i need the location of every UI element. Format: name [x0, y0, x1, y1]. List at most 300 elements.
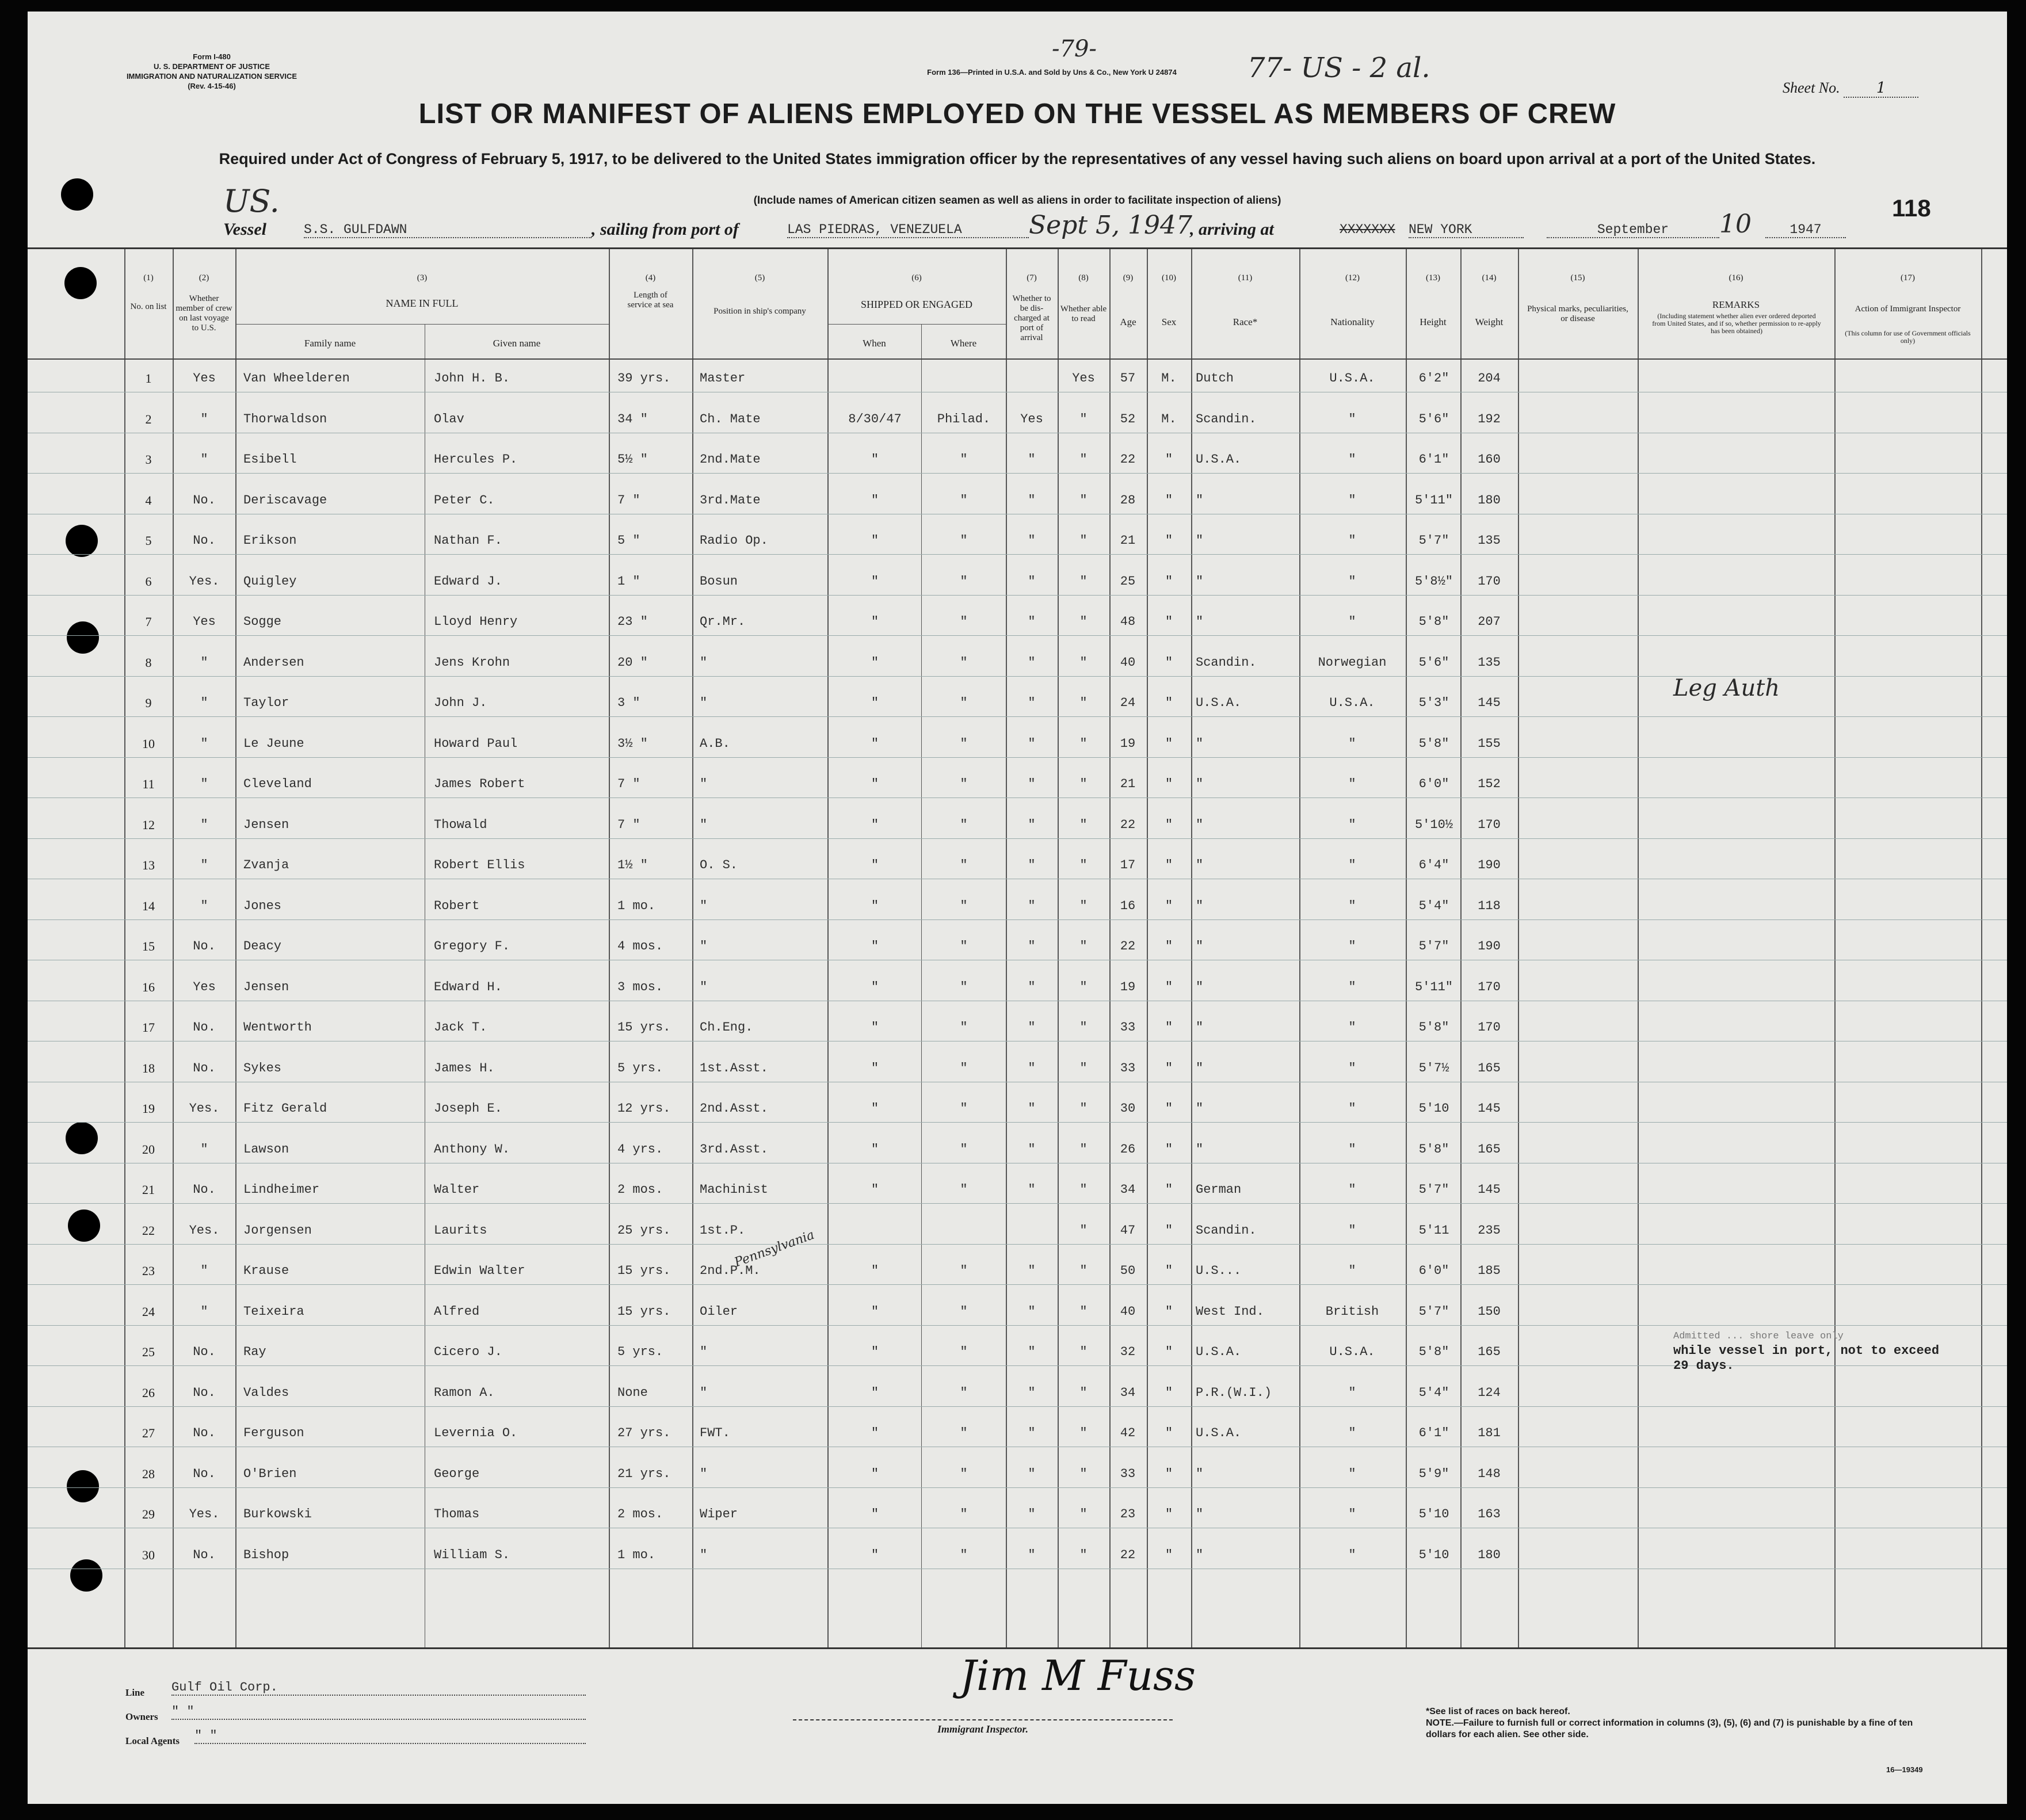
cell-row-number: 29 [142, 1507, 155, 1521]
cell-weight: 190 [1478, 939, 1501, 953]
cell-read: " [1079, 898, 1088, 913]
cell-when: " [871, 1101, 879, 1116]
cell-service: 1 mo. [617, 898, 656, 913]
cell-race: " [1196, 1142, 1204, 1157]
cell-height: 5'9" [1418, 1466, 1449, 1481]
cell-weight: 180 [1478, 1547, 1501, 1562]
cell-member: " [200, 1264, 208, 1278]
cell-age: 33 [1120, 1020, 1136, 1035]
cell-height: 5'10 [1418, 1101, 1449, 1116]
cell-race: German [1196, 1182, 1242, 1197]
cell-family-name: Jones [243, 898, 282, 913]
cell-given-name: Laurits [434, 1223, 487, 1238]
cell-height: 5'11" [1414, 979, 1453, 994]
cell-service: 5 yrs. [617, 1345, 663, 1359]
cell-service: 3½ " [617, 736, 648, 751]
cell-weight: 135 [1478, 533, 1501, 548]
cell-height: 5'7½ [1418, 1060, 1449, 1075]
cell-nationality: " [1348, 493, 1356, 508]
cell-given-name: John H. B. [434, 371, 510, 386]
cell-when: " [871, 939, 879, 953]
cell-read: " [1079, 1142, 1088, 1157]
cell-service: 5 yrs. [617, 1060, 663, 1075]
cell-given-name: Alfred [434, 1304, 480, 1319]
cell-sex: " [1165, 574, 1173, 589]
cell-age: 16 [1120, 898, 1136, 913]
cell-given-name: Robert [434, 898, 480, 913]
cell-weight: 165 [1478, 1142, 1501, 1157]
cell-when: " [871, 1060, 879, 1075]
header-family-name: Family name [304, 338, 356, 349]
cell-family-name: Jorgensen [243, 1223, 312, 1238]
cell-nationality: " [1348, 979, 1356, 994]
cell-given-name: John J. [434, 696, 487, 710]
cell-given-name: Ramon A. [434, 1385, 495, 1400]
cell-family-name: Teixeira [243, 1304, 304, 1319]
cell-read: " [1079, 1426, 1088, 1440]
cell-race: U.S... [1196, 1264, 1242, 1278]
form-number: Form I-480 [193, 52, 231, 61]
cell-discharged: " [1028, 1547, 1036, 1562]
cell-nationality: " [1348, 1142, 1356, 1157]
cell-read: " [1079, 817, 1088, 832]
header-weight: Weight [1475, 316, 1504, 327]
cell-where: Philad. [937, 411, 991, 426]
cell-sex: " [1165, 1304, 1173, 1319]
department-name: U. S. DEPARTMENT OF JUSTICE [154, 62, 270, 71]
cell-member: No. [193, 1182, 216, 1197]
arrival-month: September [1547, 222, 1719, 238]
penalty-note: NOTE.—Failure to furnish full or correct information in columns (3), (5), (6) and (7) is punishable by a fine of ten dollars for each alien. See other side. [1426, 1718, 1913, 1739]
cell-given-name: James Robert [434, 777, 525, 791]
cell-age: 21 [1120, 777, 1136, 791]
cell-when: " [871, 1345, 879, 1359]
cell-position: " [700, 777, 708, 791]
cell-family-name: Deacy [243, 939, 282, 953]
cell-where: " [960, 493, 968, 508]
cell-service: 4 mos. [617, 939, 663, 953]
cell-member: " [200, 1142, 208, 1157]
cell-given-name: Robert Ellis [434, 858, 525, 872]
cell-discharged: " [1028, 1020, 1036, 1035]
cell-when: " [871, 898, 879, 913]
cell-service: 5 " [617, 533, 640, 548]
cell-read: " [1079, 1547, 1088, 1562]
cell-where: " [960, 858, 968, 872]
cell-when: 8/30/47 [848, 411, 902, 426]
cell-sex: " [1165, 1426, 1173, 1440]
cell-height: 5'8½" [1414, 574, 1453, 589]
cell-read: " [1079, 939, 1088, 953]
cell-row-number: 8 [145, 655, 152, 670]
cell-height: 5'7" [1418, 1182, 1449, 1197]
cell-position: 1st.P. [700, 1223, 746, 1238]
cell-member: " [200, 452, 208, 467]
cell-given-name: Lloyd Henry [434, 615, 518, 629]
cell-weight: 181 [1478, 1426, 1501, 1440]
cell-discharged: " [1028, 736, 1036, 751]
cell-member: " [200, 898, 208, 913]
cell-height: 5'7" [1418, 1304, 1449, 1319]
cell-race: " [1196, 574, 1204, 589]
cell-position: " [700, 696, 708, 710]
cell-row-number: 22 [142, 1223, 155, 1238]
cell-discharged: " [1028, 1345, 1036, 1359]
cell-sex: " [1165, 1385, 1173, 1400]
col-number: (5) [754, 273, 765, 283]
cell-age: 22 [1120, 939, 1136, 953]
header-age: Age [1120, 316, 1136, 327]
owners-value: " " [171, 1704, 586, 1720]
cell-height: 6'4" [1418, 858, 1449, 872]
cell-sex: " [1165, 777, 1173, 791]
cell-age: 26 [1120, 1142, 1136, 1157]
cell-weight: 145 [1478, 696, 1501, 710]
cell-member: Yes [193, 371, 216, 386]
footer-notes [1426, 1706, 1944, 1741]
cell-read: " [1079, 1507, 1088, 1521]
cell-height: 5'4" [1418, 1385, 1449, 1400]
cell-age: 21 [1120, 533, 1136, 548]
cell-position: " [700, 1547, 708, 1562]
cell-where: " [960, 696, 968, 710]
cell-given-name: Anthony W. [434, 1142, 510, 1157]
line-label: Line [125, 1687, 145, 1698]
cell-member: " [200, 777, 208, 791]
cell-row-number: 1 [145, 371, 152, 386]
cell-when: " [871, 1020, 879, 1035]
cell-read: " [1079, 452, 1088, 467]
cell-nationality: " [1348, 1223, 1356, 1238]
col-number: (10) [1162, 273, 1176, 283]
cell-row-number: 15 [142, 939, 155, 953]
cell-where: " [960, 1304, 968, 1319]
footer-left [125, 1680, 632, 1753]
cell-weight: 165 [1478, 1345, 1501, 1359]
cell-where: " [960, 615, 968, 629]
cell-age: 48 [1120, 615, 1136, 629]
cell-height: 5'8" [1418, 1020, 1449, 1035]
cell-discharged: " [1028, 696, 1036, 710]
cell-race: " [1196, 817, 1204, 832]
cell-where: " [960, 898, 968, 913]
cell-when: " [871, 858, 879, 872]
cell-when: " [871, 533, 879, 548]
cell-where: " [960, 1020, 968, 1035]
cell-read: " [1079, 1182, 1088, 1197]
cell-given-name: Thowald [434, 817, 487, 832]
cell-read: " [1079, 1345, 1088, 1359]
cell-where: " [960, 533, 968, 548]
cell-family-name: Lawson [243, 1142, 289, 1157]
cell-sex: M. [1161, 371, 1177, 386]
cell-service: 34 " [617, 411, 648, 426]
cell-discharged: " [1028, 777, 1036, 791]
cell-position: " [700, 979, 708, 994]
header-name-in-full: NAME IN FULL [386, 297, 459, 309]
cell-member: Yes. [189, 574, 220, 589]
cell-service: 7 " [617, 777, 640, 791]
cell-read: " [1079, 1020, 1088, 1035]
cell-age: 52 [1120, 411, 1136, 426]
cell-where: " [960, 939, 968, 953]
cell-age: 24 [1120, 696, 1136, 710]
cell-service: 21 yrs. [617, 1466, 671, 1481]
cell-weight: 150 [1478, 1304, 1501, 1319]
cell-where: " [960, 1182, 968, 1197]
cell-nationality: " [1348, 858, 1356, 872]
cell-where: " [960, 736, 968, 751]
cell-when: " [871, 1304, 879, 1319]
inspector-label: Immigrant Inspector. [937, 1723, 1029, 1735]
header-no-on-list: No. on list [130, 302, 167, 311]
cell-given-name: James H. [434, 1060, 495, 1075]
cell-read: " [1079, 1223, 1088, 1238]
header-position: Position in ship's company [714, 307, 806, 316]
cell-row-number: 10 [142, 736, 155, 751]
cell-service: 1 mo. [617, 1547, 656, 1562]
cell-age: 57 [1120, 371, 1136, 386]
cell-read: " [1079, 533, 1088, 548]
col-number: (3) [417, 273, 428, 283]
cell-age: 50 [1120, 1264, 1136, 1278]
arrival-day: 10 [1719, 209, 1752, 239]
cell-given-name: Jack T. [434, 1020, 487, 1035]
cell-where: " [960, 1426, 968, 1440]
cell-where: " [960, 1101, 968, 1116]
cell-when: " [871, 736, 879, 751]
cell-race: Scandin. [1196, 411, 1257, 426]
remarks-faint: Admitted ... shore leave only [1673, 1331, 1844, 1342]
subtitle: Required under Act of Congress of February 5, 1917, to be delivered to the United States immigration officer by the representatives of any vessel having such aliens on board upon arrival at a port of the United States. [219, 150, 1816, 167]
cell-discharged: " [1028, 574, 1036, 589]
col-number: (4) [645, 273, 656, 283]
cell-when: " [871, 493, 879, 508]
cell-sex: " [1165, 939, 1173, 953]
col-number: (8) [1078, 273, 1089, 283]
cell-given-name: Hercules P. [434, 452, 518, 467]
cell-position: Ch.Eng. [700, 1020, 753, 1035]
cell-race: " [1196, 736, 1204, 751]
cell-race: " [1196, 1547, 1204, 1562]
cell-position: Oiler [700, 1304, 738, 1319]
cell-weight: 152 [1478, 777, 1501, 791]
races-note: *See list of races on back hereof. [1426, 1707, 1570, 1716]
cell-discharged: " [1028, 1385, 1036, 1400]
cell-given-name: Levernia O. [434, 1426, 518, 1440]
cell-when: " [871, 979, 879, 994]
cell-weight: 145 [1478, 1101, 1501, 1116]
cell-age: 17 [1120, 858, 1136, 872]
header-shipped-engaged: SHIPPED OR ENGAGED [860, 299, 972, 310]
cell-race: West Ind. [1196, 1304, 1264, 1319]
cell-member: Yes [193, 615, 216, 629]
cell-read: " [1079, 979, 1088, 994]
cell-age: 19 [1120, 979, 1136, 994]
cell-given-name: Nathan F. [434, 533, 502, 548]
cell-when: " [871, 1264, 879, 1278]
cell-when: " [871, 1507, 879, 1521]
cell-weight: 190 [1478, 858, 1501, 872]
cell-member: Yes [193, 979, 216, 994]
cell-given-name: Olav [434, 411, 464, 426]
cell-family-name: O'Brien [243, 1466, 297, 1481]
include-note: (Include names of American citizen seamen as well as aliens in order to facilitate inspection of aliens) [753, 194, 1281, 207]
cell-position: 1st.Asst. [700, 1060, 768, 1075]
cell-race: U.S.A. [1196, 452, 1242, 467]
cell-service: 27 yrs. [617, 1426, 671, 1440]
cell-discharged: " [1028, 1507, 1036, 1521]
cell-member: Yes. [189, 1101, 220, 1116]
cell-where: " [960, 452, 968, 467]
cell-read: " [1079, 574, 1088, 589]
cell-age: 42 [1120, 1426, 1136, 1440]
cell-age: 33 [1120, 1060, 1136, 1075]
cell-where: " [960, 1264, 968, 1278]
remarks-shore-leave: while vessel in port, not to exceed 29 days. [1673, 1344, 1940, 1373]
cell-family-name: Jensen [243, 817, 289, 832]
form-identifier [62, 52, 361, 91]
cell-family-name: Wentworth [243, 1020, 312, 1035]
cell-row-number: 2 [145, 411, 152, 426]
cell-nationality: " [1348, 452, 1356, 467]
cell-given-name: Howard Paul [434, 736, 518, 751]
cell-when: " [871, 1547, 879, 1562]
cell-sex: M. [1161, 411, 1177, 426]
cell-race: Scandin. [1196, 655, 1257, 670]
cell-sex: " [1165, 858, 1173, 872]
cell-age: 23 [1120, 1507, 1136, 1521]
cell-member: " [200, 1304, 208, 1319]
cell-position: Wiper [700, 1507, 738, 1521]
cell-race: " [1196, 1101, 1204, 1116]
cell-position: " [700, 1385, 708, 1400]
col-number: (7) [1027, 273, 1037, 283]
cell-age: 40 [1120, 1304, 1136, 1319]
cell-member: " [200, 817, 208, 832]
cell-row-number: 4 [145, 493, 152, 508]
cell-discharged: Yes [1020, 411, 1043, 426]
cell-service: 7 " [617, 493, 640, 508]
cell-family-name: Cleveland [243, 777, 312, 791]
cell-family-name: Fitz Gerald [243, 1101, 327, 1116]
header-member-last-voyage: Whether member of crew on last voyage to U.S. [175, 294, 232, 333]
cell-height: 5'8" [1418, 615, 1449, 629]
handwritten-code: 77- US - 2 al. [1247, 52, 1430, 84]
cell-family-name: Bishop [243, 1547, 289, 1562]
cell-height: 6'0" [1418, 1264, 1449, 1278]
cell-discharged: " [1028, 817, 1036, 832]
cell-height: 5'3" [1418, 696, 1449, 710]
cell-weight: 124 [1478, 1385, 1501, 1400]
cell-when: " [871, 615, 879, 629]
cell-sex: " [1165, 898, 1173, 913]
cell-service: 4 yrs. [617, 1142, 663, 1157]
cell-nationality: " [1348, 1060, 1356, 1075]
cell-family-name: Esibell [243, 452, 297, 467]
cell-nationality: " [1348, 1182, 1356, 1197]
cell-weight: 163 [1478, 1507, 1501, 1521]
cell-nationality: " [1348, 615, 1356, 629]
header-given-name: Given name [493, 338, 541, 349]
cell-position: Master [700, 371, 746, 386]
owners-label: Owners [125, 1711, 158, 1722]
cell-when: " [871, 1142, 879, 1157]
inspector-signature: Jim M Fuss [960, 1651, 1196, 1700]
crew-table [28, 247, 2007, 1649]
cell-sex: " [1165, 1101, 1173, 1116]
header-remarks: REMARKS [1712, 299, 1760, 310]
cell-discharged: " [1028, 452, 1036, 467]
cell-sex: " [1165, 1020, 1173, 1035]
cell-read: " [1079, 1304, 1088, 1319]
cell-service: 3 mos. [617, 979, 663, 994]
cell-service: 5½ " [617, 452, 648, 467]
cell-when: " [871, 777, 879, 791]
cell-family-name: Sykes [243, 1060, 282, 1075]
cell-height: 5'10½ [1414, 817, 1453, 832]
cell-where: " [960, 655, 968, 670]
cell-discharged: " [1028, 1264, 1036, 1278]
cell-weight: 170 [1478, 817, 1501, 832]
cell-weight: 135 [1478, 655, 1501, 670]
cell-family-name: Krause [243, 1264, 289, 1278]
cell-given-name: Cicero J. [434, 1345, 502, 1359]
cell-nationality: U.S.A. [1329, 696, 1375, 710]
cell-member: " [200, 655, 208, 670]
cell-nationality: " [1348, 1507, 1356, 1521]
cell-height: 6'1" [1418, 452, 1449, 467]
cell-age: 40 [1120, 655, 1136, 670]
cell-nationality: " [1348, 777, 1356, 791]
cell-nationality: British [1325, 1304, 1379, 1319]
cell-height: 5'4" [1418, 898, 1449, 913]
cell-given-name: Walter [434, 1182, 480, 1197]
cell-member: No. [193, 1345, 216, 1359]
cell-family-name: Burkowski [243, 1507, 312, 1521]
struck-text: XXXXXXX [1340, 222, 1395, 237]
sailing-label: , sailing from port of [592, 220, 739, 239]
cell-nationality: U.S.A. [1329, 1345, 1375, 1359]
col-number: (9) [1123, 273, 1134, 283]
cell-position: A.B. [700, 736, 730, 751]
cell-position: " [700, 898, 708, 913]
header-sex: Sex [1161, 316, 1177, 327]
cell-when: " [871, 696, 879, 710]
col-number: (1) [143, 273, 154, 283]
cell-row-number: 19 [142, 1101, 155, 1116]
cell-height: 5'8" [1418, 736, 1449, 751]
cell-service: 1½ " [617, 858, 648, 872]
cell-service: 25 yrs. [617, 1223, 671, 1238]
position-annotation: Pennsylvania [732, 1227, 816, 1270]
cell-given-name: Gregory F. [434, 939, 510, 953]
cell-nationality: " [1348, 1264, 1356, 1278]
cell-family-name: Valdes [243, 1385, 289, 1400]
cell-weight: 192 [1478, 411, 1501, 426]
cell-position: " [700, 1345, 708, 1359]
cell-given-name: Edward H. [434, 979, 502, 994]
cell-height: 5'6" [1418, 655, 1449, 670]
cell-service: 15 yrs. [617, 1264, 671, 1278]
cell-when: " [871, 1385, 879, 1400]
cell-service: 15 yrs. [617, 1304, 671, 1319]
cell-height: 5'11" [1414, 493, 1453, 508]
cell-sex: " [1165, 979, 1173, 994]
header-nationality: Nationality [1330, 316, 1375, 327]
header-when: When [863, 338, 886, 349]
cell-service: 12 yrs. [617, 1101, 671, 1116]
